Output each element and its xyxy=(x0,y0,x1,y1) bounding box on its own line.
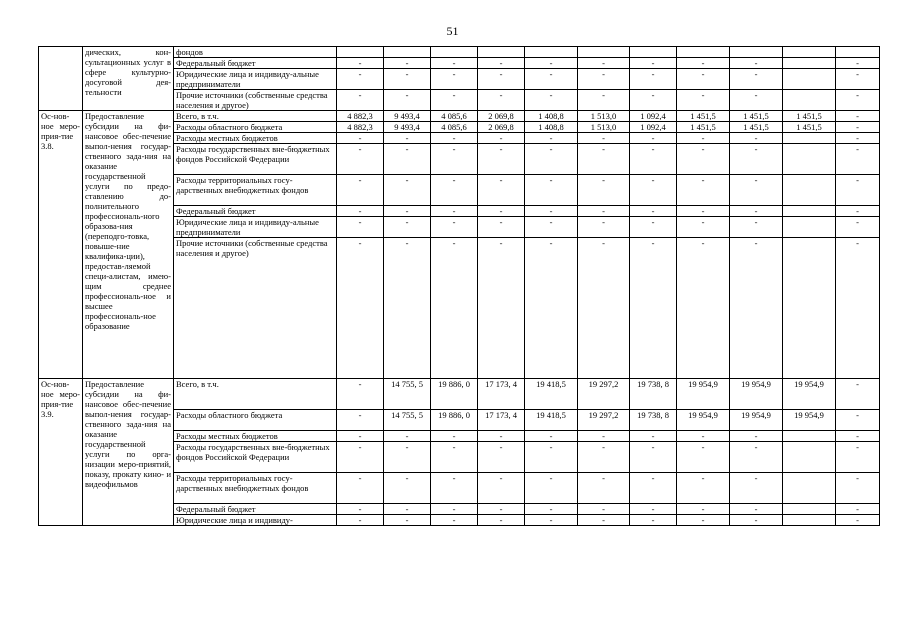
value-cell: - xyxy=(431,238,478,379)
value-cell: - xyxy=(384,442,431,473)
value-cell: - xyxy=(730,515,783,526)
value-cell xyxy=(783,175,836,206)
value-cell: 19 886, 0 xyxy=(431,410,478,431)
value-cell: 1 451,5 xyxy=(783,122,836,133)
value-cell: 1 092,4 xyxy=(630,111,677,122)
value-cell xyxy=(836,47,880,58)
value-cell: 4 882,3 xyxy=(337,122,384,133)
value-cell: - xyxy=(431,58,478,69)
value-cell xyxy=(431,47,478,58)
value-cell: - xyxy=(677,431,730,442)
table-row xyxy=(39,47,880,58)
value-cell xyxy=(783,144,836,175)
value-cell: 4 085,6 xyxy=(431,111,478,122)
value-cell: - xyxy=(677,217,730,238)
value-cell: 17 173, 4 xyxy=(478,410,525,431)
value-cell xyxy=(783,206,836,217)
value-cell: - xyxy=(431,133,478,144)
value-cell: - xyxy=(630,58,677,69)
value-cell: - xyxy=(384,238,431,379)
measure-cell xyxy=(39,47,83,111)
funding-source-cell: Федеральный бюджет xyxy=(174,58,337,69)
table-row xyxy=(39,111,880,122)
value-cell: - xyxy=(677,238,730,379)
value-cell: - xyxy=(478,515,525,526)
value-cell: - xyxy=(836,133,880,144)
value-cell: 1 408,8 xyxy=(525,122,578,133)
value-cell: 19 418,5 xyxy=(525,379,578,410)
value-cell: - xyxy=(478,144,525,175)
value-cell: - xyxy=(337,442,384,473)
value-cell: - xyxy=(525,58,578,69)
value-cell: 1 451,5 xyxy=(677,122,730,133)
value-cell: - xyxy=(431,515,478,526)
measure-cell: Ос-нов-ное меро-прия-тие 3.9. xyxy=(39,379,83,526)
value-cell xyxy=(337,47,384,58)
value-cell: - xyxy=(836,122,880,133)
value-cell: - xyxy=(478,431,525,442)
value-cell: - xyxy=(836,175,880,206)
value-cell: - xyxy=(337,431,384,442)
value-cell: - xyxy=(630,473,677,504)
value-cell: - xyxy=(677,144,730,175)
value-cell xyxy=(783,133,836,144)
value-cell: - xyxy=(836,431,880,442)
funding-source-cell: Прочие источники (собственные средства населения и другое) xyxy=(174,238,337,379)
value-cell: - xyxy=(836,144,880,175)
value-cell: - xyxy=(337,379,384,410)
value-cell: - xyxy=(677,504,730,515)
value-cell: - xyxy=(525,133,578,144)
funding-source-cell: Юридические лица и индивиду- xyxy=(174,515,337,526)
value-cell: - xyxy=(836,504,880,515)
funding-source-cell: Федеральный бюджет xyxy=(174,206,337,217)
value-cell: 1 451,5 xyxy=(677,111,730,122)
value-cell: - xyxy=(630,175,677,206)
value-cell xyxy=(578,47,630,58)
value-cell xyxy=(525,47,578,58)
value-cell: - xyxy=(384,144,431,175)
value-cell: - xyxy=(836,442,880,473)
value-cell: - xyxy=(337,144,384,175)
value-cell: 19 954,9 xyxy=(783,379,836,410)
value-cell: - xyxy=(525,69,578,90)
value-cell: - xyxy=(525,90,578,111)
value-cell: - xyxy=(630,144,677,175)
value-cell: - xyxy=(630,206,677,217)
value-cell: - xyxy=(478,238,525,379)
value-cell: - xyxy=(730,442,783,473)
value-cell: - xyxy=(384,58,431,69)
value-cell: - xyxy=(730,217,783,238)
value-cell: - xyxy=(337,206,384,217)
table-row xyxy=(39,379,880,410)
value-cell: - xyxy=(630,69,677,90)
value-cell: - xyxy=(478,175,525,206)
value-cell xyxy=(384,47,431,58)
value-cell: - xyxy=(478,133,525,144)
value-cell: - xyxy=(525,504,578,515)
value-cell: 1 092,4 xyxy=(630,122,677,133)
value-cell: - xyxy=(730,206,783,217)
value-cell: - xyxy=(578,217,630,238)
value-cell: - xyxy=(578,206,630,217)
value-cell: 1 513,0 xyxy=(578,122,630,133)
value-cell: - xyxy=(525,442,578,473)
value-cell: - xyxy=(431,442,478,473)
value-cell: - xyxy=(337,58,384,69)
value-cell: 19 886, 0 xyxy=(431,379,478,410)
budget-table xyxy=(38,46,880,526)
value-cell xyxy=(783,217,836,238)
value-cell: - xyxy=(431,144,478,175)
value-cell: - xyxy=(630,504,677,515)
funding-source-cell: Расходы территориальных госу-дарственных внебюджетных фондов xyxy=(174,175,337,206)
value-cell: - xyxy=(630,442,677,473)
value-cell: 19 738, 8 xyxy=(630,410,677,431)
value-cell: 1 408,8 xyxy=(525,111,578,122)
value-cell: - xyxy=(431,175,478,206)
value-cell: - xyxy=(578,515,630,526)
value-cell: - xyxy=(478,442,525,473)
value-cell: 19 954,9 xyxy=(677,410,730,431)
measure-name-cell: дических, кон-сультационных услуг в сфере культурно-досуговой дея-тельности xyxy=(83,47,174,111)
value-cell: - xyxy=(836,473,880,504)
value-cell: - xyxy=(677,58,730,69)
value-cell: - xyxy=(578,431,630,442)
value-cell: - xyxy=(836,515,880,526)
value-cell: 19 738, 8 xyxy=(630,379,677,410)
value-cell: - xyxy=(525,473,578,504)
funding-source-cell: Расходы местных бюджетов xyxy=(174,431,337,442)
value-cell: 19 954,9 xyxy=(677,379,730,410)
value-cell: - xyxy=(630,238,677,379)
value-cell: - xyxy=(384,175,431,206)
value-cell: 14 755, 5 xyxy=(384,410,431,431)
value-cell: 1 451,5 xyxy=(783,111,836,122)
value-cell: 1 513,0 xyxy=(578,111,630,122)
value-cell: - xyxy=(730,175,783,206)
value-cell: - xyxy=(525,206,578,217)
value-cell: - xyxy=(578,58,630,69)
funding-source-cell: фондов xyxy=(174,47,337,58)
value-cell: - xyxy=(630,133,677,144)
value-cell xyxy=(783,238,836,379)
value-cell: - xyxy=(630,515,677,526)
value-cell: 14 755, 5 xyxy=(384,379,431,410)
value-cell: - xyxy=(730,133,783,144)
value-cell: - xyxy=(836,58,880,69)
value-cell: - xyxy=(730,90,783,111)
value-cell: - xyxy=(525,238,578,379)
value-cell: 19 418,5 xyxy=(525,410,578,431)
value-cell: - xyxy=(431,69,478,90)
funding-source-cell: Расходы областного бюджета xyxy=(174,410,337,431)
value-cell: - xyxy=(478,206,525,217)
value-cell: - xyxy=(337,238,384,379)
value-cell xyxy=(478,47,525,58)
measure-cell: Ос-нов-ное меро-прия-тие 3.8. xyxy=(39,111,83,379)
value-cell xyxy=(783,47,836,58)
value-cell: - xyxy=(730,58,783,69)
value-cell: 4 882,3 xyxy=(337,111,384,122)
value-cell: - xyxy=(337,133,384,144)
value-cell xyxy=(783,69,836,90)
funding-source-cell: Расходы местных бюджетов xyxy=(174,133,337,144)
value-cell: - xyxy=(836,206,880,217)
value-cell: 19 954,9 xyxy=(783,410,836,431)
funding-source-cell: Расходы территориальных госу-дарственных внебюджетных фондов xyxy=(174,473,337,504)
value-cell: - xyxy=(478,217,525,238)
value-cell: - xyxy=(384,206,431,217)
value-cell: - xyxy=(677,90,730,111)
value-cell: - xyxy=(431,473,478,504)
value-cell: - xyxy=(578,442,630,473)
value-cell: - xyxy=(478,504,525,515)
value-cell: - xyxy=(836,69,880,90)
table-body xyxy=(39,47,880,526)
value-cell: - xyxy=(337,473,384,504)
value-cell: - xyxy=(384,90,431,111)
value-cell: - xyxy=(525,431,578,442)
value-cell: - xyxy=(384,431,431,442)
value-cell: - xyxy=(730,238,783,379)
value-cell: - xyxy=(337,217,384,238)
value-cell: - xyxy=(578,144,630,175)
value-cell: - xyxy=(730,473,783,504)
value-cell: - xyxy=(431,206,478,217)
value-cell: 1 451,5 xyxy=(730,122,783,133)
value-cell: - xyxy=(630,217,677,238)
value-cell xyxy=(783,515,836,526)
funding-source-cell: Юридические лица и индивиду-альные предприниматели xyxy=(174,69,337,90)
value-cell: - xyxy=(478,90,525,111)
value-cell xyxy=(783,442,836,473)
value-cell: - xyxy=(431,217,478,238)
value-cell: - xyxy=(337,175,384,206)
value-cell: - xyxy=(677,69,730,90)
value-cell xyxy=(783,431,836,442)
value-cell: - xyxy=(578,90,630,111)
value-cell: 19 954,9 xyxy=(730,410,783,431)
funding-source-cell: Юридические лица и индивиду-альные предприниматели xyxy=(174,217,337,238)
value-cell: - xyxy=(630,431,677,442)
value-cell: - xyxy=(677,515,730,526)
value-cell: - xyxy=(525,144,578,175)
measure-name-cell: Предоставление субсидии на фи-нансовое обес-печение выпол-нения государ-ственного зада-ния на оказание государственной услуги по орга-низации меро-приятий, показу, прокату кино- и видеофильмов xyxy=(83,379,174,526)
value-cell: 1 451,5 xyxy=(730,111,783,122)
value-cell: - xyxy=(525,515,578,526)
value-cell: - xyxy=(431,431,478,442)
value-cell: - xyxy=(630,90,677,111)
value-cell: - xyxy=(677,442,730,473)
value-cell: 17 173, 4 xyxy=(478,379,525,410)
value-cell: - xyxy=(836,410,880,431)
value-cell: - xyxy=(337,69,384,90)
value-cell xyxy=(783,58,836,69)
value-cell: - xyxy=(578,133,630,144)
value-cell xyxy=(677,47,730,58)
value-cell: - xyxy=(337,410,384,431)
funding-source-cell: Всего, в т.ч. xyxy=(174,379,337,410)
value-cell: 4 085,6 xyxy=(431,122,478,133)
page-number: 51 xyxy=(446,24,459,38)
value-cell: - xyxy=(337,90,384,111)
value-cell: - xyxy=(730,504,783,515)
value-cell: 9 493,4 xyxy=(384,122,431,133)
value-cell: - xyxy=(677,133,730,144)
value-cell: - xyxy=(525,217,578,238)
value-cell: - xyxy=(677,473,730,504)
funding-source-cell: Всего, в т.ч. xyxy=(174,111,337,122)
value-cell: - xyxy=(836,379,880,410)
value-cell: 2 069,8 xyxy=(478,122,525,133)
value-cell: - xyxy=(677,175,730,206)
value-cell: 19 297,2 xyxy=(578,379,630,410)
value-cell: - xyxy=(337,515,384,526)
funding-source-cell: Расходы государственных вне-бюджетных фондов Российской Федерации xyxy=(174,144,337,175)
value-cell: - xyxy=(578,473,630,504)
funding-source-cell: Расходы областного бюджета xyxy=(174,122,337,133)
value-cell xyxy=(783,504,836,515)
value-cell xyxy=(630,47,677,58)
value-cell xyxy=(783,90,836,111)
value-cell: - xyxy=(478,58,525,69)
value-cell: - xyxy=(384,69,431,90)
value-cell: - xyxy=(384,515,431,526)
value-cell: 19 297,2 xyxy=(578,410,630,431)
value-cell: - xyxy=(525,175,578,206)
value-cell: - xyxy=(730,431,783,442)
value-cell: - xyxy=(337,504,384,515)
value-cell: - xyxy=(384,473,431,504)
value-cell: - xyxy=(478,69,525,90)
value-cell: - xyxy=(836,111,880,122)
value-cell: - xyxy=(578,238,630,379)
value-cell: - xyxy=(384,217,431,238)
value-cell: - xyxy=(730,69,783,90)
value-cell: - xyxy=(836,217,880,238)
value-cell: 9 493,4 xyxy=(384,111,431,122)
value-cell: - xyxy=(384,504,431,515)
measure-name-cell: Предоставление субсидии на фи-нансовое обес-печение выпол-нения государ-ственного зада-ния на оказание государственной услуги по предо-ставлению до-полнительного профессиональ-ного образова-ния (переподго-товка, повыше-ние квалифика-ции), предостав-ляемой специ-алистам, имею-щим среднее профессиональ-ное и высшее профессиональ-ное образование xyxy=(83,111,174,379)
value-cell: - xyxy=(730,144,783,175)
value-cell: 2 069,8 xyxy=(478,111,525,122)
value-cell: 19 954,9 xyxy=(730,379,783,410)
value-cell: - xyxy=(578,504,630,515)
value-cell: - xyxy=(431,90,478,111)
value-cell xyxy=(783,473,836,504)
value-cell: - xyxy=(478,473,525,504)
funding-source-cell: Расходы государственных вне-бюджетных фондов Российской Федерации xyxy=(174,442,337,473)
value-cell: - xyxy=(836,90,880,111)
value-cell: - xyxy=(578,175,630,206)
value-cell: - xyxy=(384,133,431,144)
funding-source-cell: Федеральный бюджет xyxy=(174,504,337,515)
value-cell: - xyxy=(578,69,630,90)
funding-source-cell: Прочие источники (собственные средства населения и другое) xyxy=(174,90,337,111)
value-cell xyxy=(730,47,783,58)
value-cell: - xyxy=(677,206,730,217)
value-cell: - xyxy=(836,238,880,379)
value-cell: - xyxy=(431,504,478,515)
